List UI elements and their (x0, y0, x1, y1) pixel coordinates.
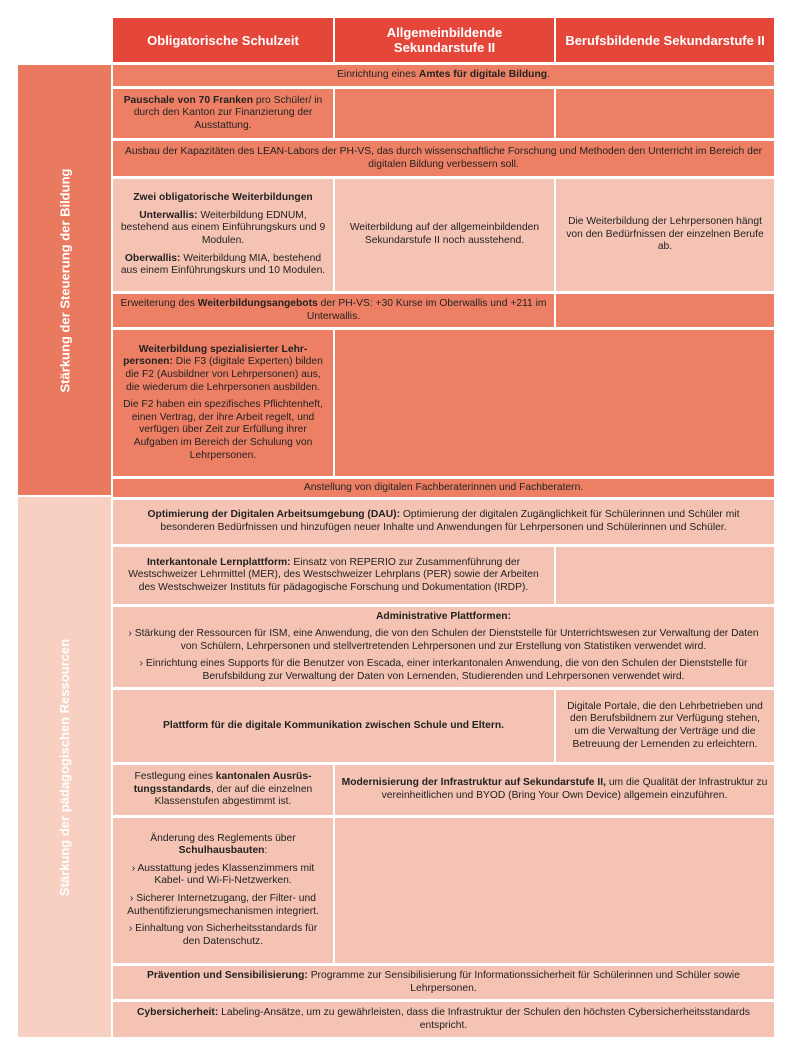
vocational-training-cell: Die Weiterbildung der Lehrpersonen hängt von den Bedürfnissen der einzelnen Berufe ab. (556, 179, 774, 291)
row-digital-education-office: Einrichtung eines Amtes für digitale Bildung. (113, 65, 774, 86)
empty-cell (335, 330, 774, 476)
row-cybersecurity: Cybersicherheit: Labeling-Ansätze, um zu gewährleisten, dass die Infrastruktur der Schulen den höchsten Cybersicherheitsstandards entspricht. (113, 1002, 774, 1037)
empty-cell (335, 89, 554, 138)
side-label-pedagogical-resources: Stärkung der pädagogischen Ressourcen (18, 497, 111, 1037)
row-mandatory-trainings-cell: Zwei obligatorische Weiterbildungen Unterwallis: Weiterbildung EDNUM, bestehend aus einem Einführungskurs und 9 Modulen. Oberwallis: Weiterbildung MIA, bestehend aus einem Einführungskurs und 10 Modulen. (113, 179, 333, 291)
empty-cell (556, 294, 774, 327)
row-administrative-platforms: Administrative Plattformen: › Stärkung der Ressourcen für ISM, eine Anwendung, die von den Schulen der Dienststelle für Unterrichtswesen zur Verwaltung der Daten von Schülern, Lehrpersonen und stellvertretenden Lehrpersonen und zur Erstellung von Statistiken verwendet wird. › Einrichtung eines Supports für die Benutzer von Escada, einer interkantonalen Anwendung, die von den Schulen der Dienststelle für Berufsbildung zur Verwaltung der Daten von Lernenden, Studierenden und Lehrpersonen verwendet wird. (113, 607, 774, 687)
empty-cell (335, 818, 774, 963)
header-general-secondary: Allgemeinbildende Sekundarstufe II (335, 18, 554, 62)
header-mandatory-schooling: Obligatorische Schulzeit (113, 18, 333, 62)
side-label-governance: Stärkung der Steuerung der Bildung (18, 65, 111, 495)
header-vocational-secondary: Berufsbildende Sekundarstufe II (556, 18, 774, 62)
empty-cell (556, 547, 774, 604)
row-intercantonal-platform: Interkantonale Lernplattform: Einsatz von REPERIO zur Zusammenführung der Westschweizer Lehrmittel (MER), des Westschweizer Lehrplans (PER) sowie der Arbeiten des Westschweizer Instituts für pädagogische Forschung und Dokumentation (IRDP). (113, 547, 554, 604)
row-lean-lab: Ausbau der Kapazitäten des LEAN-Labors der PH-VS, das durch wissenschaftliche Forschung und Methoden den Unterricht im Bereich der digitalen Bildung verbessern soll. (113, 141, 774, 176)
school-building-regulation-cell: Änderung des Reglements über Schulhausbauten: › Ausstattung jedes Klassenzimmers mit Kabel- und Wi-Fi-Netzwerken. › Sicherer Internetzugang, der Filter- und Authentifizierungsmechanismen integriert. › Einhaltung von Sicherheitsstandards für den Datenschutz. (113, 818, 333, 963)
row-digital-advisors: Anstellung von digitalen Fachberaterinnen und Fachberatern. (113, 479, 774, 497)
general-secondary-training-cell: Weiterbildung auf der allgemeinbildenden Sekundarstufe II noch ausstehend. (335, 179, 554, 291)
row-specialized-teachers-cell: Weiterbildung spezialisierter Lehrpersonen: Die F3 (digitale Experten) bilden die F2 (Ausbildner von Lehrpersonen) aus, die wiederum die Lehrpersonen ausbilden. Die F2 haben ein spezifisches Pflichtenheft, einen Vertrag, der ihre Arbeit regelt, und verfügen über Zeit zur Erfüllung ihrer Aufgaben im Bereich der Schulung von Lehrpersonen. (113, 330, 333, 476)
equipment-standard-cell: Festlegung eines kantonalen Ausrüstungsstandards, der auf die einzelnen Klassenstufen abgestimmt ist. (113, 765, 333, 815)
row-parent-communication: Plattform für die digitale Kommunikation zwischen Schule und Eltern. (113, 690, 554, 762)
vocational-portals-cell: Digitale Portale, die den Lehrbetrieben und den Berufsbildnern zur Verfügung stehen, um die Verwaltung der Verträge und die Betreuung der Lernenden zu erleichtern. (556, 690, 774, 762)
row-prevention-awareness: Prävention und Sensibilisierung: Programme zur Sensibilisierung für Informationssicherheit für Schülerinnen und Schüler sowie Lehrpersonen. (113, 966, 774, 999)
empty-cell (556, 89, 774, 138)
row-digital-work-environment: Optimierung der Digitalen Arbeitsumgebung (DAU): Optimierung der digitalen Zugänglichkeit für Schülerinnen und Schüler mit besonderen Bedürfnissen und hinzufügen neuer Inhalte und Anwendungen für Lehrpersonen und Schülerinnen und Schüler. (113, 500, 774, 544)
infrastructure-modernization-cell: Modernisierung der Infrastruktur auf Sekundarstufe II, um die Qualität der Infrastruktur zu vereinheitlichen und BYOD (Bring Your Own Device) allgemein einzuführen. (335, 765, 774, 815)
row-training-offer: Erweiterung des Weiterbildungsangebots der PH-VS: +30 Kurse im Oberwallis und +211 im Unterwallis. (113, 294, 554, 327)
row-flat-rate-cell: Pauschale von 70 Franken pro Schüler/ in durch den Kanton zur Finanzierung der Ausstattung. (113, 89, 333, 138)
